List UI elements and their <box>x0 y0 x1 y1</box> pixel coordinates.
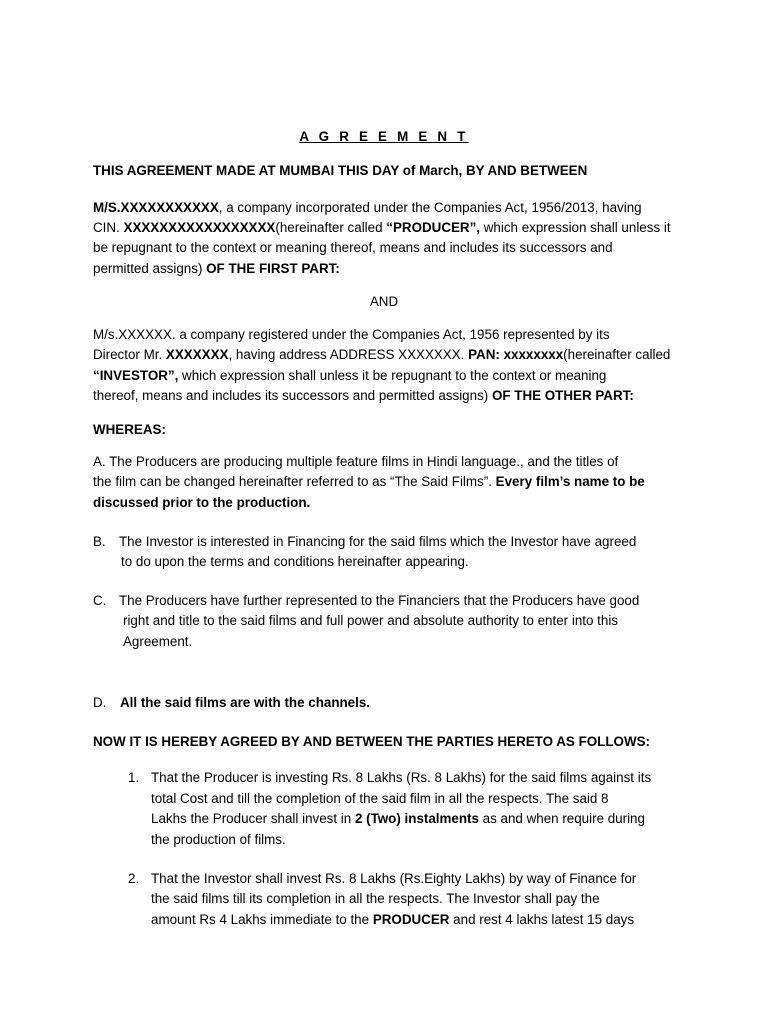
recital-d-label: D. <box>93 695 107 710</box>
recital-a-line1: A. The Producers are producing multiple feature films in Hindi language., and the titles of <box>93 454 619 469</box>
recital-a-bold: Every film’s name to be <box>495 474 645 489</box>
clause1-line3 <box>151 811 645 827</box>
party2-hereinafter: (hereinafter called <box>563 347 671 362</box>
party2-director-name: XXXXXXX <box>165 347 229 362</box>
party2-line4 <box>93 388 634 404</box>
recital-d-text: All the said films are with the channels. <box>120 695 371 710</box>
party2-assigns: thereof, means and includes its successors and permitted assigns) <box>93 388 492 403</box>
clause2-line3 <box>151 912 634 928</box>
party2-line1: M/s.XXXXXX. a company registered under the Companies Act, 1956 represented by its <box>93 327 610 342</box>
party2-line3-rest: which expression shall unless it be repugnant to the context or meaning <box>178 368 607 383</box>
clause2-number: 2. <box>128 871 140 886</box>
party2-called: “INVESTOR”, <box>93 368 179 383</box>
recital-c-line2: right and title to the said films and full power and absolute authority to enter into this <box>123 613 618 628</box>
clause2-line2: the said films till its completion in all the respects. The Investor shall pay the <box>151 891 600 906</box>
clause1-number: 1. <box>128 770 140 785</box>
clause2-producer: PRODUCER <box>372 912 450 927</box>
recital-b-line1: The Investor is interested in Financing for the said films which the Investor have agreed <box>119 534 637 549</box>
party2-line3 <box>93 368 606 384</box>
recital-a-line2 <box>93 474 645 490</box>
party1-line1-text: , a company incorporated under the Companies Act, 1956/2013, having <box>218 200 642 215</box>
and-separator: AND <box>369 294 399 309</box>
party1-called: “PRODUCER”, <box>386 220 481 235</box>
party2-address: , having address ADDRESS XXXXXXX. <box>228 347 469 362</box>
party1-cin-label: CIN. <box>93 220 124 235</box>
party2-director-label: Director Mr. <box>93 347 166 362</box>
clause1-line3-text: Lakhs the Producer shall invest in <box>151 811 355 826</box>
party1-line3: be repugnant to the context or meaning thereof, means and includes its successors and <box>93 240 613 255</box>
clause1-instalments: 2 (Two) instalments <box>354 811 479 826</box>
party2-line2 <box>93 347 670 363</box>
intro-line: THIS AGREEMENT MADE AT MUMBAI THIS DAY of March, BY AND BETWEEN <box>93 163 588 178</box>
clause1-line4: the production of films. <box>151 832 286 847</box>
party1-line2 <box>93 220 671 236</box>
recital-c-line1: The Producers have further represented to the Financiers that the Producers have good <box>119 593 640 608</box>
clause1-line1: That the Producer is investing Rs. 8 Lakhs (Rs. 8 Lakhs) for the said films against its <box>151 770 652 785</box>
clause1-line2: total Cost and till the completion of the said film in all the respects. The said 8 <box>151 791 609 806</box>
clause1-line3-rest: as and when require during <box>478 811 645 826</box>
document-title: A G R E E M E N T <box>299 129 469 144</box>
recital-b-line2: to do upon the terms and conditions hereinafter appearing. <box>121 554 469 569</box>
recital-c-line3: Agreement. <box>123 634 193 649</box>
party1-assigns: permitted assigns) <box>93 261 207 276</box>
party1-line1 <box>93 200 642 216</box>
party1-hereinafter: (hereinafter called <box>275 220 387 235</box>
recital-b-label: B. <box>93 534 106 549</box>
clause2-line3-rest: and rest 4 lakhs latest 15 days <box>449 912 635 927</box>
party2-part-label: OF THE OTHER PART: <box>491 388 634 403</box>
party1-part-label: OF THE FIRST PART: <box>206 261 340 276</box>
whereas-heading: WHEREAS: <box>93 422 166 437</box>
clause2-line1: That the Investor shall invest Rs. 8 Lakhs (Rs.Eighty Lakhs) by way of Finance for <box>151 871 637 886</box>
clause2-line3-text: amount Rs 4 Lakhs immediate to the <box>151 912 373 927</box>
recital-a-text: the film can be changed hereinafter referred to as “The Said Films”. <box>93 474 496 489</box>
agreed-heading: NOW IT IS HEREBY AGREED BY AND BETWEEN THE PARTIES HERETO AS FOLLOWS: <box>93 734 650 749</box>
party1-line2-rest: which expression shall unless it <box>480 220 671 235</box>
party1-cin: XXXXXXXXXXXXXXXXX <box>123 220 276 235</box>
party1-name: M/S.XXXXXXXXXXX <box>93 200 219 215</box>
party1-line4 <box>93 261 340 277</box>
recital-c-label: C. <box>93 593 107 608</box>
recital-a-line3: discussed prior to the production. <box>93 495 311 510</box>
party2-pan: PAN: xxxxxxxx <box>468 347 564 362</box>
